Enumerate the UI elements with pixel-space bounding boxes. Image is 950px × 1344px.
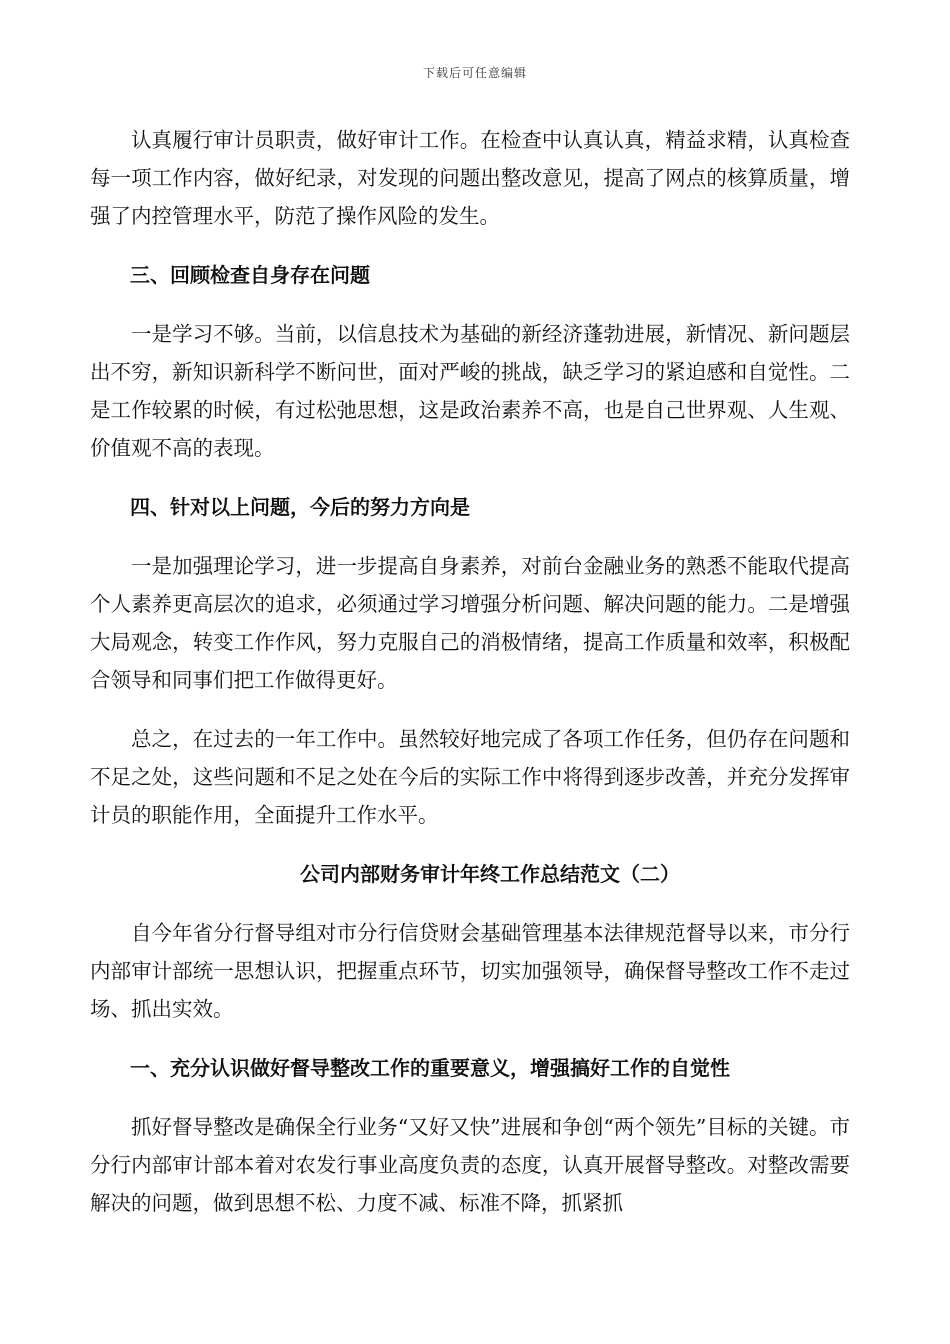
section-heading-4: 四、针对以上问题，今后的努力方向是 (130, 495, 470, 519)
section-heading-3: 三、回顾检查自身存在问题 (130, 263, 370, 287)
paragraph-audit-duties: 认真履行审计员职责，做好审计工作。在检查中认真认真，精益求精，认真检查每一项工作内容，做好纪录，对发现的问题出整改意见，提高了网点的核算质量，增强了内控管理水平，防范了操作风险的发生。 (90, 128, 850, 228)
paragraph-conclusion: 总之，在过去的一年工作中。虽然较好地完成了各项工作任务，但仍存在问题和不足之处，这些问题和不足之处在今后的实际工作中将得到逐步改善，并充分发挥审计员的职能作用，全面提升工作水平。 (90, 727, 850, 827)
paragraph-intro-part-2: 自今年省分行督导组对市分行信贷财会基础管理基本法律规范督导以来，市分行内部审计部统一思想认识，把握重点环节，切实加强领导，确保督导整改工作不走过场、抓出实效。 (90, 921, 850, 1021)
document-body (90, 121, 850, 1243)
paragraph-improvement-direction: 一是加强理论学习，进一步提高自身素养，对前台金融业务的熟悉不能取代提高个人素养更高层次的追求，必须通过学习增强分析问题、解决问题的能力。二是增强大局观念，转变工作作风，努力克服自己的消极情绪，提高工作质量和效率，积极配合领导和同事们把工作做得更好。 (90, 554, 850, 692)
document-title-part-2: 公司内部财务审计年终工作总结范文（二） (300, 862, 680, 886)
page-header: 下载后可任意编辑 (422, 66, 527, 80)
paragraph-self-problems: 一是学习不够。当前，以信息技术为基础的新经济蓬勃进展，新情况、新问题层出不穷，新知识新科学不断问世，面对严峻的挑战，缺乏学习的紧迫感和自觉性。二是工作较累的时候，有过松弛思想，这是政治素养不高，也是自己世界观、人生观、价值观不高的表现。 (90, 322, 850, 460)
section-heading-1: 一、充分认识做好督导整改工作的重要意义，增强搞好工作的自觉性 (130, 1056, 730, 1080)
paragraph-rectification: 抓好督导整改是确保全行业务“又好又快”进展和争创“两个领先”目标的关键。市分行内部审计部本着对农发行事业高度负责的态度，认真开展督导整改。对整改需要解决的问题，做到思想不松、力度不减、标准不降，抓紧抓 (90, 1115, 850, 1215)
